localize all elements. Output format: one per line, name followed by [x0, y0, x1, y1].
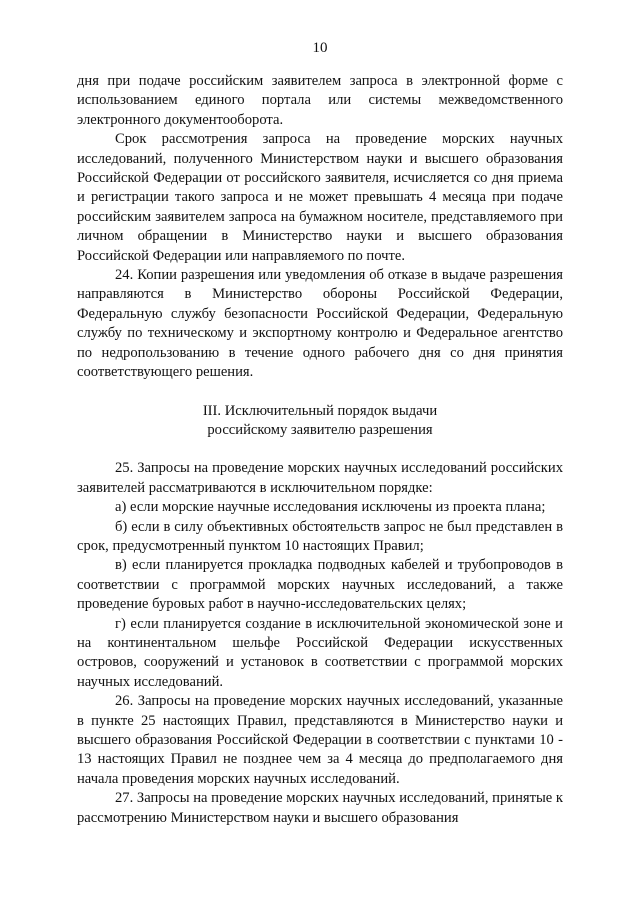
- paragraph-25-a: а) если морские научные исследования исключены из проекта плана;: [115, 499, 546, 516]
- paragraph-25-b: б) если в силу объективных обстоятельств запрос не был представлен в срок, предусмотренный пунктом 10 настоящих Правил;: [77, 518, 563, 554]
- paragraph-24: 24. Копии разрешения или уведомления об отказе в выдаче разрешения направляются в Министерство обороны Российской Федерации, Федеральную службу безопасности Российской Федерации, Федеральную службу по техническому и экспортному контролю и Федеральное агентство по недропользованию в течение одного рабочего дня со дня принятия соответствующего решения.: [77, 267, 563, 381]
- paragraph-26: 26. Запросы на проведение морских научных исследований, указанные в пункте 25 настоящих Правил, представляются в Министерство науки и высшего образования Российской Федерации в соответствии с пунктами 10 - 13 настоящих Правил не позднее чем за 4 месяца до предполагаемого дня начала проведения морских научных исследований.: [77, 693, 563, 787]
- section-heading-line-1: III. Исключительный порядок выдачи: [202, 402, 438, 419]
- paragraph-27: 27. Запросы на проведение морских научных исследований, принятые к рассмотрению Министерством науки и высшего образования: [77, 790, 563, 826]
- section-heading-line-2: российскому заявителю разрешения: [207, 421, 433, 438]
- page-number: 10: [312, 40, 328, 56]
- paragraph-25-d: г) если планируется создание в исключительной экономической зоне и на континентальном шельфе Российской Федерации искусственных островов, сооружений и установок в соответствии с программой морских научных исследований.: [77, 615, 563, 690]
- paragraph-review-term: Срок рассмотрения запроса на проведение морских научных исследований, полученного Министерством науки и высшего образования Российской Федерации от российского заявителя, исчисляется со дня приема и регистрации такого запроса и не может превышать 4 месяца при подаче российским заявителем запроса на бумажном носителе, представляемого при личном обращении в Министерство науки и высшего образования Российской Федерации или направляемого по почте.: [77, 131, 563, 264]
- document-body: [77, 72, 563, 828]
- paragraph-continued: дня при подаче российским заявителем запроса в электронной форме с использованием единого портала или системы межведомственного электронного документооборота.: [77, 73, 563, 128]
- section-heading: [77, 402, 563, 441]
- paragraph-25-c: в) если планируется прокладка подводных кабелей и трубопроводов в соответствии с программой морских научных исследований, а также проведение буровых работ в научно-исследовательских целях;: [77, 557, 563, 613]
- paragraph-25: 25. Запросы на проведение морских научных исследований российских заявителей рассматриваются в исключительном порядке:: [77, 460, 563, 496]
